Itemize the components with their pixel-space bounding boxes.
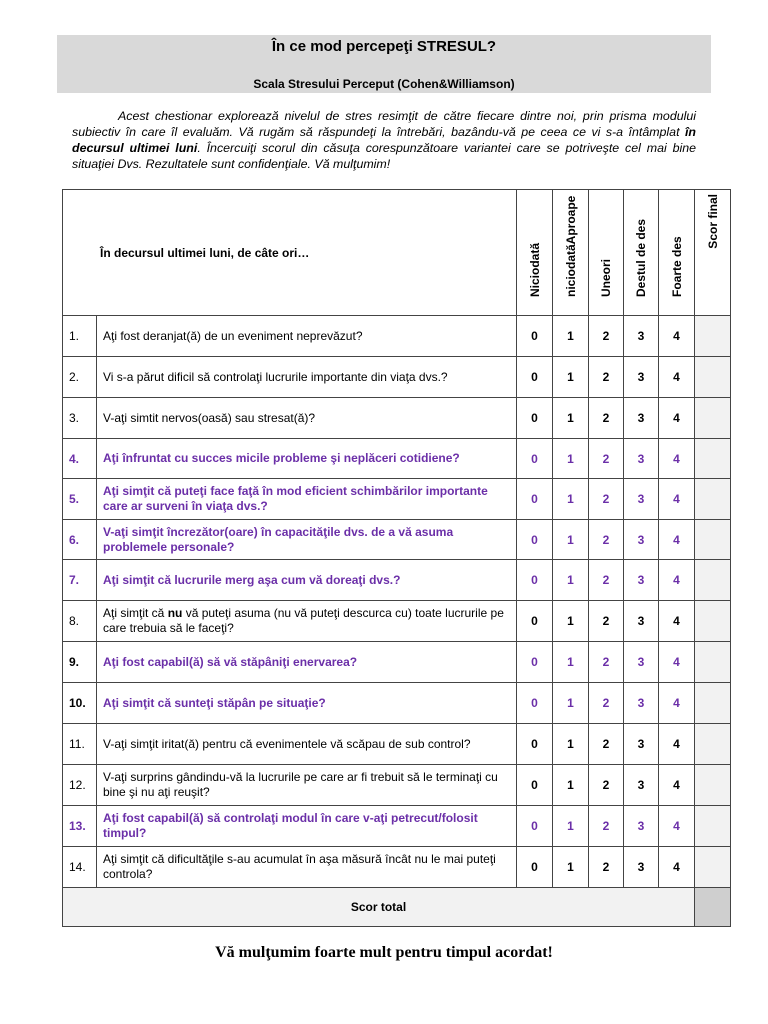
question-text-part: vă puteţi asuma (nu vă puteţi descurca cu) toate lucrurile pe care trebuia să le faceţi? [103,606,504,635]
score-option[interactable]: 1 [553,765,589,806]
score-option[interactable]: 3 [624,520,659,560]
question-text-part: Aţi simţit că [103,606,168,620]
column-sometimes: Uneori [599,258,613,297]
score-option[interactable]: 0 [517,316,553,357]
score-option[interactable]: 2 [589,601,624,642]
score-option[interactable]: 4 [659,398,695,439]
question-text: Aţi fost capabil(ă) să controlaţi modul în care v-aţi petrecut/folosit timpul? [97,806,517,847]
final-score-cell[interactable] [695,724,731,765]
question-text: Vi s-a părut dificil să controlaţi lucrurile importante din viaţa dvs.? [97,357,517,398]
final-score-cell[interactable] [695,642,731,683]
score-option[interactable]: 4 [659,683,695,724]
score-option[interactable]: 1 [553,398,589,439]
final-score-cell[interactable] [695,560,731,601]
score-option[interactable]: 0 [517,683,553,724]
question-number: 12. [63,765,97,806]
scale-subtitle: Scala Stresului Perceput (Cohen&Williamson) [253,77,515,91]
final-score-cell[interactable] [695,683,731,724]
final-score-cell[interactable] [695,439,731,479]
table-row [63,806,731,847]
score-option[interactable]: 4 [659,847,695,888]
total-score-label: Scor total [63,888,695,927]
score-option[interactable]: 2 [589,642,624,683]
final-score-cell[interactable] [695,479,731,520]
score-option[interactable]: 3 [624,847,659,888]
column-never: Niciodată [527,242,542,297]
score-option[interactable]: 3 [624,398,659,439]
questionnaire-table [62,189,731,927]
thank-you-note: Vă mulţumim foarte mult pentru timpul acordat! [215,944,553,961]
score-option[interactable]: 1 [553,806,589,847]
question-text: Aţi înfruntat cu succes micile probleme şi neplăceri cotidiene? [97,439,517,479]
score-option[interactable]: 4 [659,724,695,765]
score-option[interactable]: 3 [624,806,659,847]
score-option[interactable]: 0 [517,724,553,765]
score-option[interactable]: 0 [517,642,553,683]
table-row [63,724,731,765]
total-score-cell[interactable] [695,888,731,927]
table-row [63,479,731,520]
final-score-cell[interactable] [695,765,731,806]
score-option[interactable]: 4 [659,806,695,847]
score-option[interactable]: 4 [659,765,695,806]
question-number: 1. [63,316,97,357]
score-option[interactable]: 0 [517,398,553,439]
score-option[interactable]: 0 [517,847,553,888]
question-text: Aţi fost deranjat(ă) de un eveniment neprevăzut? [97,316,517,357]
score-option[interactable]: 3 [624,357,659,398]
score-option[interactable]: 2 [589,724,624,765]
score-option[interactable]: 2 [589,765,624,806]
table-row [63,683,731,724]
question-text: Aţi fost capabil(ă) să vă stăpâniţi enervarea? [97,642,517,683]
question-number: 8. [63,601,97,642]
column-almost-never: niciodatăAproape [563,195,578,297]
score-option[interactable]: 3 [624,479,659,520]
score-option[interactable]: 1 [553,520,589,560]
score-option[interactable]: 1 [553,601,589,642]
title-banner [57,35,711,93]
table-row [63,520,731,560]
score-option[interactable]: 1 [553,560,589,601]
score-option[interactable]: 4 [659,316,695,357]
score-option[interactable]: 2 [589,439,624,479]
question-column-header: În decursul ultimei luni, de câte ori… [63,190,517,316]
score-option[interactable]: 0 [517,806,553,847]
page-title: În ce mod percepeţi STRESUL? [271,38,497,55]
table-row [63,439,731,479]
question-number: 10. [63,683,97,724]
final-score-cell[interactable] [695,398,731,439]
question-number: 3. [63,398,97,439]
intro-text-bold: în decursul ultimei luni [72,125,696,155]
table-row [63,765,731,806]
final-score-cell[interactable] [695,601,731,642]
score-option[interactable]: 0 [517,357,553,398]
score-option[interactable]: 4 [659,479,695,520]
table-row [63,398,731,439]
score-option[interactable]: 3 [624,560,659,601]
table-row [63,316,731,357]
score-option[interactable]: 1 [553,316,589,357]
score-option[interactable]: 3 [624,439,659,479]
score-option[interactable]: 3 [624,642,659,683]
score-option[interactable]: 1 [553,479,589,520]
column-very-often: Foarte des [669,236,684,297]
score-option[interactable]: 1 [553,439,589,479]
question-number: 14. [63,847,97,888]
table-row [63,642,731,683]
score-option[interactable]: 2 [589,520,624,560]
score-option[interactable]: 0 [517,520,553,560]
score-option[interactable]: 3 [624,724,659,765]
score-option[interactable]: 3 [624,316,659,357]
score-option[interactable]: 4 [659,642,695,683]
table-row [63,357,731,398]
question-number: 5. [63,479,97,520]
table-row [63,847,731,888]
header-row [63,190,731,316]
score-option[interactable]: 1 [553,683,589,724]
score-option[interactable]: 4 [659,520,695,560]
question-number: 2. [63,357,97,398]
score-option[interactable]: 4 [659,439,695,479]
score-option[interactable]: 3 [624,765,659,806]
question-text: Aţi simţit că lucrurile merg aşa cum vă doreaţi dvs.? [97,560,517,601]
score-option[interactable]: 2 [589,847,624,888]
question-number: 7. [63,560,97,601]
question-number: 6. [63,520,97,560]
score-option[interactable]: 4 [659,357,695,398]
score-option[interactable]: 0 [517,560,553,601]
intro-paragraph [72,108,696,172]
score-option[interactable]: 2 [589,398,624,439]
score-option[interactable]: 2 [589,683,624,724]
final-score-cell[interactable] [695,357,731,398]
score-option[interactable]: 2 [589,806,624,847]
question-text: Aţi simţit că dificultăţile s-au acumulat în aşa măsură încât nu le mai puteţi controla? [97,847,517,888]
score-option[interactable]: 0 [517,601,553,642]
table-row [63,560,731,601]
final-score-cell[interactable] [695,520,731,560]
score-option[interactable]: 0 [517,765,553,806]
question-number: 13. [63,806,97,847]
intro-text-2: . Încercuiţi scorul din căsuţa corespunzătoare variantei care se potriveşte cel mai bine situaţiei Dvs. Rezultatele sunt confidenţiale. Vă mulţumim! [72,141,696,171]
score-option[interactable]: 1 [553,847,589,888]
score-option[interactable]: 1 [553,724,589,765]
question-text [97,601,517,642]
total-row [63,888,731,927]
question-text: Aţi simţit că puteţi face faţă în mod eficient schimbărilor importante care ar surveni în viaţa dvs.? [97,479,517,520]
question-number: 11. [63,724,97,765]
table-row [63,601,731,642]
score-option[interactable]: 4 [659,560,695,601]
score-option[interactable]: 0 [517,479,553,520]
question-text-emphasis: nu [167,606,183,620]
column-fairly-often: Destul de des [634,218,648,297]
score-option[interactable]: 3 [624,683,659,724]
final-score-cell[interactable] [695,316,731,357]
question-text: V-aţi simtit nervos(oasă) sau stresat(ă)? [97,398,517,439]
score-option[interactable]: 1 [553,642,589,683]
question-number: 4. [63,439,97,479]
score-option[interactable]: 2 [589,357,624,398]
score-option[interactable]: 1 [553,357,589,398]
score-option[interactable]: 2 [589,316,624,357]
question-text: V-aţi simţit încrezător(oare) în capacităţile dvs. de a vă asuma problemele personale? [97,520,517,560]
column-final-score: Scor final [705,194,720,249]
score-option[interactable]: 0 [517,439,553,479]
question-text: V-aţi surprins gândindu-vă la lucrurile pe care ar fi trebuit să le terminaţi cu bine şi nu aţi reuşit? [97,765,517,806]
intro-text-1: Acest chestionar explorează nivelul de stres resimţit de către fiecare dintre noi, prin prisma modului subiectiv în care îl evaluăm. Vă rugăm să răspundeţi la întrebări, bazându-vă pe ceea ce vi s-a întâmplat [72,109,696,139]
final-score-cell[interactable] [695,806,731,847]
score-option[interactable]: 4 [659,601,695,642]
question-text: Aţi simţit că sunteţi stăpân pe situaţie? [97,683,517,724]
final-score-cell[interactable] [695,847,731,888]
score-option[interactable]: 2 [589,560,624,601]
score-option[interactable]: 2 [589,479,624,520]
question-number: 9. [63,642,97,683]
question-text: V-aţi simţit iritat(ă) pentru că evenimentele vă scăpau de sub control? [97,724,517,765]
score-option[interactable]: 3 [624,601,659,642]
